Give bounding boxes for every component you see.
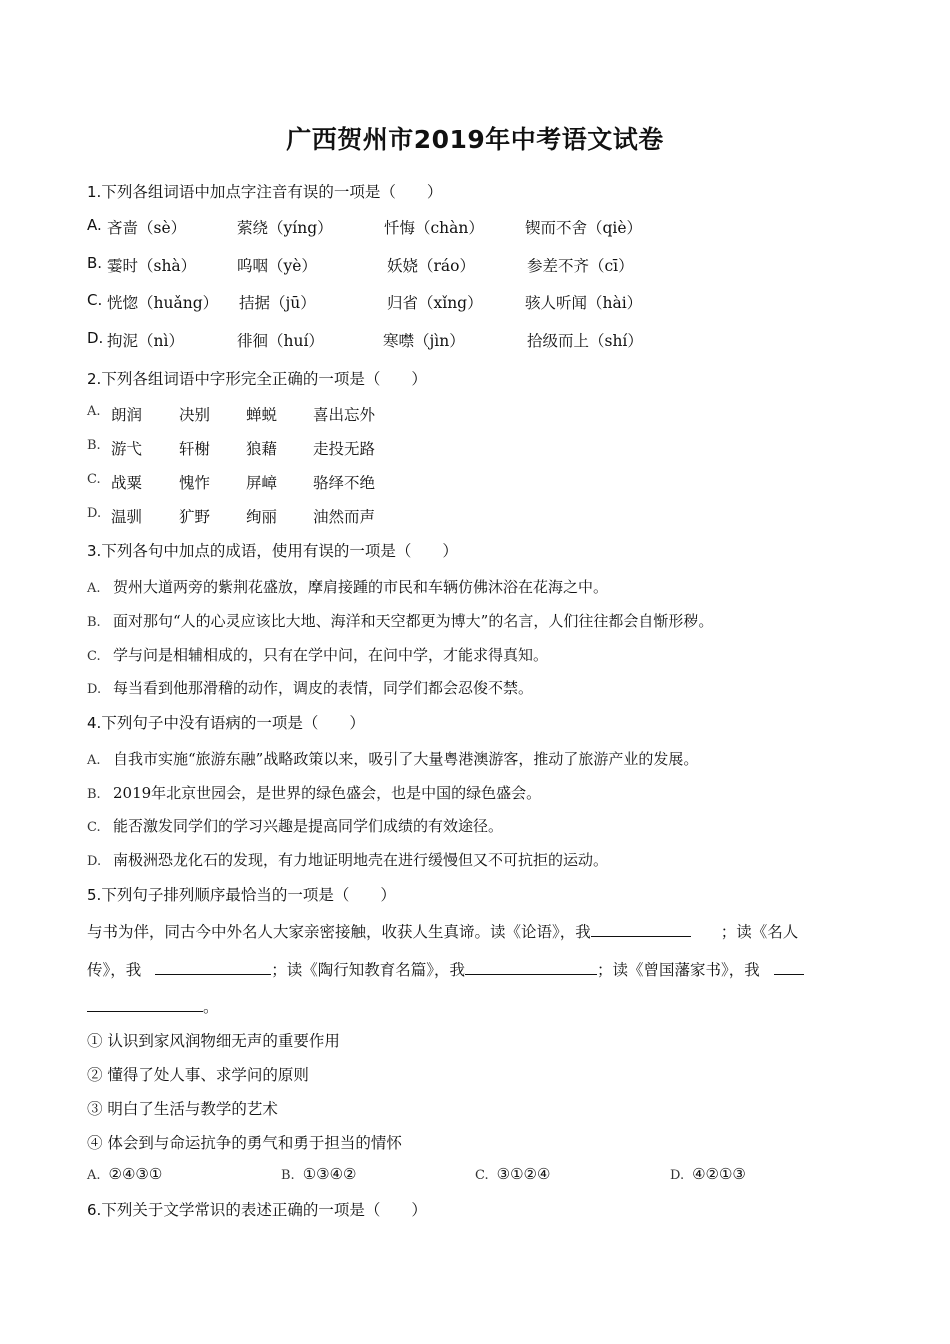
fill-blank — [465, 960, 597, 975]
question-number: 2. — [87, 370, 102, 388]
option-item: 呜咽（yè） — [237, 257, 317, 275]
q2-option-d — [87, 505, 867, 527]
question-6 — [87, 1198, 427, 1220]
q5-item-1: ① 认识到家风润物细无声的重要作用 — [87, 1032, 340, 1050]
option-item: 轩榭 — [179, 440, 211, 458]
q3-option-a — [87, 576, 608, 597]
passage-text: ；读《陶行知教育名篇》，我 — [271, 961, 466, 979]
q4-option-c — [87, 815, 503, 836]
option-item: 战粟 — [111, 474, 143, 492]
option-label: C. — [87, 472, 101, 487]
option-label: C. — [87, 649, 101, 664]
passage-text: ；读《名人 — [720, 923, 799, 941]
fill-blank — [155, 960, 271, 975]
question-3 — [87, 539, 458, 561]
q3-option-b — [87, 610, 713, 631]
question-text: 下列各组词语中字形完全正确的一项是（ ） — [101, 370, 427, 388]
q5-item-3: ③ 明白了生活与教学的艺术 — [87, 1100, 278, 1118]
q1-option-a — [87, 216, 867, 238]
q1-option-b — [87, 254, 867, 276]
option-item: 参差不齐（cī） — [527, 257, 634, 275]
q5-passage-line-2 — [87, 958, 804, 980]
q5-item-2: ② 懂得了处人事、求学问的原则 — [87, 1066, 309, 1084]
option-label: B. — [281, 1168, 295, 1183]
q5-choice-a — [87, 1165, 162, 1183]
option-text: ②④③① — [108, 1165, 163, 1183]
option-text: 面对那句“人的心灵应该比大地、海洋和天空都更为博大”的名言，人们往往都会自惭形秽。 — [113, 612, 714, 630]
option-item: 霎时（shà） — [107, 257, 197, 275]
option-item: 妖娆（ráo） — [387, 257, 475, 275]
option-label: D. — [87, 682, 102, 697]
option-item: 吝啬（sè） — [107, 219, 187, 237]
option-item: 萦绕（yíng） — [237, 219, 333, 237]
option-label: D. — [87, 854, 102, 869]
option-item: 狼藉 — [246, 440, 278, 458]
option-label: C. — [87, 820, 101, 835]
question-text: 下列关于文学常识的表述正确的一项是（ ） — [101, 1201, 427, 1219]
option-label: A. — [87, 581, 101, 596]
option-text: 自我市实施“旅游东融”战略政策以来，吸引了大量粤港澳游客，推动了旅游产业的发展。 — [113, 750, 699, 768]
option-label: B. — [87, 615, 101, 630]
option-item: 绚丽 — [246, 508, 278, 526]
option-item: 拮据（jū） — [239, 294, 316, 312]
option-item: 锲而不舍（qiè） — [525, 219, 643, 237]
option-item: 屏嶂 — [246, 474, 278, 492]
q5-passage-line-1 — [87, 920, 798, 942]
q2-option-c — [87, 471, 867, 493]
option-item: 决别 — [179, 406, 211, 424]
option-label: A. — [87, 216, 102, 234]
option-label: A. — [87, 753, 101, 768]
option-text: ④②①③ — [692, 1165, 746, 1183]
option-label: B. — [87, 254, 103, 272]
option-item: 忏悔（chàn） — [384, 219, 484, 237]
option-item: 温驯 — [111, 508, 143, 526]
option-text: 能否激发同学们的学习兴趣是提高同学们成绩的有效途径。 — [113, 817, 504, 835]
question-number: 4. — [87, 714, 102, 732]
q5-choice-d — [670, 1165, 746, 1183]
passage-text: 。 — [203, 998, 219, 1016]
q5-choice-b — [281, 1165, 356, 1183]
option-label: A. — [87, 404, 101, 419]
option-item: 恍惚（huǎng） — [107, 294, 219, 312]
option-label: D. — [87, 329, 104, 347]
question-number: 1. — [87, 183, 102, 201]
option-label: B. — [87, 438, 101, 453]
question-number: 3. — [87, 542, 102, 560]
q1-option-c — [87, 291, 867, 313]
option-item: 游弋 — [111, 440, 143, 458]
question-text: 下列句子排列顺序最恰当的一项是（ ） — [101, 886, 396, 904]
option-item: 愧怍 — [179, 474, 211, 492]
option-text: 学与问是相辅相成的，只有在学中问，在问中学，才能求得真知。 — [113, 646, 549, 664]
option-item: 朗润 — [111, 406, 143, 424]
fill-blank — [591, 922, 691, 937]
option-text: 2019年北京世园会，是世界的绿色盛会，也是中国的绿色盛会。 — [113, 784, 542, 802]
option-text: 每当看到他那滑稽的动作，调皮的表情，同学们都会忍俊不禁。 — [113, 679, 534, 697]
question-1 — [87, 180, 442, 202]
option-item: 喜出忘外 — [313, 406, 376, 424]
page-title: 广西贺州市2019年中考语文试卷 — [286, 125, 664, 154]
option-item: 走投无路 — [313, 440, 376, 458]
option-text: ③①②④ — [496, 1165, 551, 1183]
option-label: C. — [475, 1168, 489, 1183]
question-2 — [87, 367, 427, 389]
q1-option-d — [87, 329, 867, 351]
option-text: ①③④② — [302, 1165, 357, 1183]
q5-item-4: ④ 体会到与命运抗争的勇气和勇于担当的情怀 — [87, 1134, 402, 1152]
passage-text: 与书为伴，同古今中外名人大家亲密接触，收获人生真谛。读《论语》，我 — [87, 923, 591, 941]
option-label: A. — [87, 1168, 101, 1183]
option-label: C. — [87, 291, 103, 309]
passage-text: ；读《曾国藩家书》，我 — [597, 961, 760, 979]
option-text: 南极洲恐龙化石的发现，有力地证明地壳在进行缓慢但又不可抗拒的运动。 — [113, 851, 609, 869]
option-item: 油然而声 — [313, 508, 376, 526]
question-number: 5. — [87, 886, 102, 904]
q3-option-d — [87, 677, 533, 698]
option-item: 拘泥（nì） — [107, 332, 184, 350]
option-item: 蝉蜕 — [246, 406, 278, 424]
question-text: 下列句子中没有语病的一项是（ ） — [101, 714, 365, 732]
option-item: 犷野 — [179, 508, 211, 526]
option-label: D. — [87, 506, 102, 521]
option-item: 归省（xǐng） — [387, 294, 483, 312]
q4-option-d — [87, 849, 608, 870]
q4-option-b — [87, 782, 541, 803]
question-text: 下列各组词语中加点字注音有误的一项是（ ） — [101, 183, 443, 201]
option-text: 贺州大道两旁的紫荆花盛放，摩肩接踵的市民和车辆仿佛沐浴在花海之中。 — [113, 578, 609, 596]
question-number: 6. — [87, 1201, 102, 1219]
q5-passage-line-3 — [87, 995, 219, 1017]
question-text: 下列各句中加点的成语，使用有误的一项是（ ） — [101, 542, 458, 560]
option-item: 骆绎不绝 — [313, 474, 376, 492]
option-label: B. — [87, 787, 101, 802]
option-item: 骇人听闻（hài） — [525, 294, 643, 312]
question-4 — [87, 711, 365, 733]
passage-text: 传》，我 — [87, 961, 142, 979]
option-item: 徘徊（huí） — [237, 332, 324, 350]
fill-blank — [87, 997, 203, 1012]
q3-option-c — [87, 644, 548, 665]
question-5 — [87, 883, 396, 905]
fill-blank — [774, 960, 804, 975]
q5-choice-c — [475, 1165, 550, 1183]
option-label: D. — [670, 1168, 685, 1183]
option-item: 寒噤（jìn） — [383, 332, 465, 350]
q2-option-b — [87, 437, 867, 459]
option-item: 拾级而上（shí） — [527, 332, 643, 350]
q4-option-a — [87, 748, 698, 769]
q2-option-a — [87, 403, 867, 425]
